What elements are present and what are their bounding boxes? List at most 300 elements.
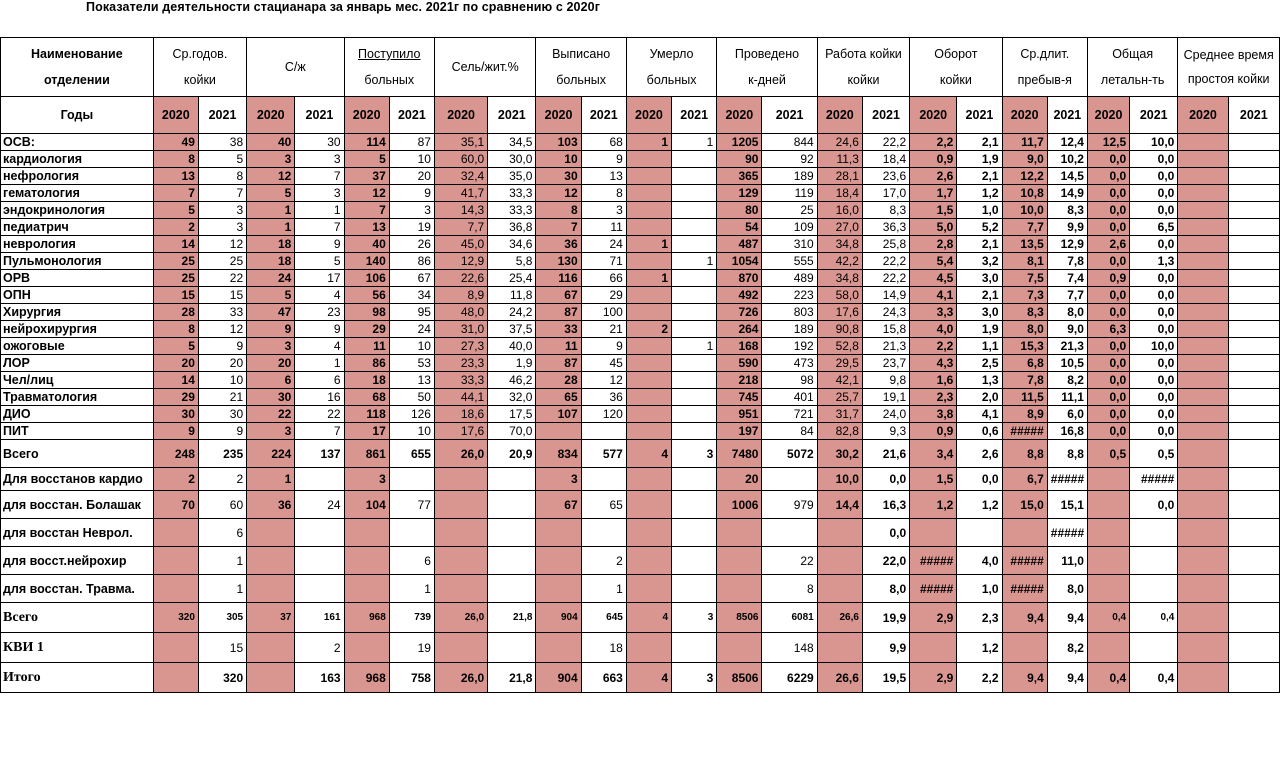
header-name: Наименование отделении [1, 38, 154, 97]
table-cell: 904 [536, 603, 581, 633]
table-cell [344, 519, 389, 547]
table-cell: 1006 [717, 491, 762, 519]
table-cell: 13,5 [1002, 236, 1047, 253]
table-cell [910, 633, 957, 663]
table-cell [488, 519, 536, 547]
table-cell: 1,5 [910, 202, 957, 219]
table-cell: 2 [626, 321, 671, 338]
table-cell: 29 [344, 321, 389, 338]
table-cell [672, 219, 717, 236]
table-cell [672, 389, 717, 406]
table-cell: 11,3 [817, 151, 862, 168]
table-cell: 9 [247, 321, 295, 338]
table-cell: 555 [762, 253, 817, 270]
table-cell [626, 389, 671, 406]
table-cell: 21,3 [1047, 338, 1087, 355]
table-cell [153, 519, 198, 547]
table-cell: 7 [295, 219, 344, 236]
table-cell: 12,2 [1002, 168, 1047, 185]
table-cell: 5 [295, 253, 344, 270]
table-cell: 33,3 [434, 372, 487, 389]
table-cell [247, 663, 295, 693]
row-label: нейрохирургия [1, 321, 154, 338]
table-cell: 0,0 [1087, 253, 1129, 270]
table-cell: 2 [198, 468, 246, 491]
table-cell: 365 [717, 168, 762, 185]
table-cell: 33,3 [488, 202, 536, 219]
table-cell: 0,0 [1087, 423, 1129, 440]
table-cell: 119 [762, 185, 817, 202]
table-cell: 8,9 [434, 287, 487, 304]
table-cell [672, 202, 717, 219]
table-cell: 218 [717, 372, 762, 389]
table-cell [1178, 406, 1228, 423]
table-cell: 25,7 [817, 389, 862, 406]
table-cell: 0,4 [1130, 663, 1178, 693]
row-label: ОСВ: [1, 134, 154, 151]
table-cell: 86 [389, 253, 434, 270]
table-cell: 12 [536, 185, 581, 202]
table-row [1, 355, 1280, 372]
table-cell: 25 [762, 202, 817, 219]
table-cell: 0,0 [1087, 389, 1129, 406]
table-cell: 3,8 [910, 406, 957, 423]
table-cell: 7 [295, 423, 344, 440]
table-cell [1228, 202, 1279, 219]
table-cell [295, 547, 344, 575]
table-cell: 8 [198, 168, 246, 185]
table-cell [626, 575, 671, 603]
table-cell: 9,4 [1047, 603, 1087, 633]
table-cell [626, 468, 671, 491]
table-cell: 21,6 [862, 440, 909, 468]
table-cell [626, 491, 671, 519]
table-cell [1228, 185, 1279, 202]
table-cell: 7 [295, 168, 344, 185]
table-cell: 18 [344, 372, 389, 389]
table-cell: 13 [389, 372, 434, 389]
table-cell: 310 [762, 236, 817, 253]
table-cell [1178, 321, 1228, 338]
table-cell: 0,0 [1130, 270, 1178, 287]
header-bed-days: Проведено к-дней [717, 38, 817, 97]
table-cell: 0,0 [1087, 287, 1129, 304]
year-header-2020: 2020 [1178, 97, 1228, 134]
table-cell: 148 [762, 633, 817, 663]
table-cell: 0,0 [1087, 151, 1129, 168]
table-cell: 33 [536, 321, 581, 338]
table-cell [1178, 633, 1228, 663]
table-row [1, 304, 1280, 321]
table-cell: 13 [153, 168, 198, 185]
row-label: ОРВ [1, 270, 154, 287]
table-cell: 20 [153, 355, 198, 372]
table-cell: 224 [247, 440, 295, 468]
header-rural: Сель/жит.% [434, 38, 535, 97]
header-admitted: Поступило больных [344, 38, 434, 97]
table-cell: 11 [344, 338, 389, 355]
year-header-2020: 2020 [910, 97, 957, 134]
table-cell: 11,1 [1047, 389, 1087, 406]
table-cell: 82,8 [817, 423, 862, 440]
table-cell: 32,4 [434, 168, 487, 185]
table-cell: 12 [344, 185, 389, 202]
table-cell [1178, 603, 1228, 633]
table-cell [536, 547, 581, 575]
table-cell: 45 [581, 355, 626, 372]
table-cell: 8 [153, 151, 198, 168]
table-cell: 34 [389, 287, 434, 304]
table-cell [434, 547, 487, 575]
table-cell: 163 [295, 663, 344, 693]
table-row [1, 270, 1280, 287]
table-cell: 24,3 [862, 304, 909, 321]
table-cell: 2,6 [1087, 236, 1129, 253]
table-cell [1130, 633, 1178, 663]
table-cell: 36 [247, 491, 295, 519]
table-cell: 7,8 [1047, 253, 1087, 270]
grand-total-row [1, 603, 1280, 633]
table-cell [536, 633, 581, 663]
table-cell: 161 [295, 603, 344, 633]
table-cell: 3,4 [910, 440, 957, 468]
table-cell: 11,7 [1002, 134, 1047, 151]
table-cell: 6 [389, 547, 434, 575]
table-cell [344, 633, 389, 663]
table-cell [344, 547, 389, 575]
table-cell: 0,0 [862, 519, 909, 547]
table-cell: 0,9 [1087, 270, 1129, 287]
table-cell: 9 [389, 185, 434, 202]
table-row [1, 519, 1280, 547]
table-cell: 30 [536, 168, 581, 185]
table-cell: 0,0 [1087, 304, 1129, 321]
table-cell: 2,5 [957, 355, 1002, 372]
table-cell: 9 [295, 321, 344, 338]
header-row [1, 38, 1280, 97]
table-cell: 19 [389, 633, 434, 663]
table-cell: 487 [717, 236, 762, 253]
table-cell [1130, 575, 1178, 603]
table-cell [1178, 338, 1228, 355]
table-cell: 9,0 [1047, 321, 1087, 338]
table-cell: 8 [762, 575, 817, 603]
table-cell: 2 [295, 633, 344, 663]
table-cell: 33,3 [488, 185, 536, 202]
row-label: Всего [1, 603, 154, 633]
table-cell: 2,2 [910, 338, 957, 355]
table-cell: 70 [153, 491, 198, 519]
table-cell [1228, 389, 1279, 406]
table-cell: 1 [247, 219, 295, 236]
table-cell: 47 [247, 304, 295, 321]
table-cell: 7,5 [1002, 270, 1047, 287]
table-cell: 5,2 [957, 219, 1002, 236]
table-cell [717, 547, 762, 575]
table-cell [247, 633, 295, 663]
table-cell: 15,1 [1047, 491, 1087, 519]
table-row [1, 338, 1280, 355]
header-died: Умерло больных [626, 38, 716, 97]
table-cell: 98 [762, 372, 817, 389]
year-header-2020: 2020 [536, 97, 581, 134]
table-cell [672, 236, 717, 253]
table-cell: 65 [581, 491, 626, 519]
table-cell: 3 [247, 423, 295, 440]
table-cell: 739 [389, 603, 434, 633]
table-cell: 3 [295, 151, 344, 168]
table-cell: 23,3 [434, 355, 487, 372]
table-cell: 8,8 [1047, 440, 1087, 468]
table-cell: 22 [198, 270, 246, 287]
table-cell [1087, 547, 1129, 575]
table-cell: 18 [581, 633, 626, 663]
table-cell: 17,0 [862, 185, 909, 202]
table-cell: 803 [762, 304, 817, 321]
table-cell: 22,2 [862, 270, 909, 287]
table-cell: 24 [247, 270, 295, 287]
table-cell [672, 575, 717, 603]
table-cell: 68 [344, 389, 389, 406]
table-cell: 4,3 [910, 355, 957, 372]
table-cell: 721 [762, 406, 817, 423]
table-cell [536, 575, 581, 603]
header-mortality: Общая летальн-ть [1087, 38, 1177, 97]
table-cell: 305 [198, 603, 246, 633]
table-cell: 5 [153, 202, 198, 219]
row-label: для восстан Неврол. [1, 519, 154, 547]
table-cell: 7,4 [1047, 270, 1087, 287]
table-cell: 5 [247, 185, 295, 202]
table-cell: 120 [581, 406, 626, 423]
table-cell: 10,0 [817, 468, 862, 491]
table-cell [1178, 304, 1228, 321]
row-label: гематология [1, 185, 154, 202]
table-cell: 870 [717, 270, 762, 287]
table-cell [1087, 633, 1129, 663]
table-cell [626, 151, 671, 168]
table-cell: 1 [247, 202, 295, 219]
table-cell: 19 [389, 219, 434, 236]
table-cell: 3,2 [957, 253, 1002, 270]
header-sz: С/ж [247, 38, 344, 97]
table-cell: 129 [717, 185, 762, 202]
table-cell: 114 [344, 134, 389, 151]
row-label: ПИТ [1, 423, 154, 440]
table-cell [389, 468, 434, 491]
table-cell: 25 [153, 270, 198, 287]
kvi-row [1, 633, 1280, 663]
table-cell: 16,0 [817, 202, 862, 219]
table-cell: 11 [536, 338, 581, 355]
table-row [1, 253, 1280, 270]
table-cell: 6 [247, 372, 295, 389]
table-cell: 3 [581, 202, 626, 219]
table-cell: 6,3 [1087, 321, 1129, 338]
table-cell: 87 [536, 355, 581, 372]
table-cell: 4,5 [910, 270, 957, 287]
table-cell: 2,1 [957, 236, 1002, 253]
table-cell [1130, 519, 1178, 547]
table-cell: 3,0 [957, 270, 1002, 287]
table-cell [672, 168, 717, 185]
table-cell: 0,0 [1130, 423, 1178, 440]
table-cell: 1 [672, 134, 717, 151]
table-cell: 87 [389, 134, 434, 151]
table-cell: 1 [295, 202, 344, 219]
table-cell: 1205 [717, 134, 762, 151]
table-cell: 12,4 [1047, 134, 1087, 151]
row-label: ожоговые [1, 338, 154, 355]
table-cell: 5 [247, 287, 295, 304]
table-cell [1228, 287, 1279, 304]
table-cell: 25,8 [862, 236, 909, 253]
row-label: неврология [1, 236, 154, 253]
table-cell: 34,5 [488, 134, 536, 151]
table-cell: 21,8 [488, 603, 536, 633]
table-cell [672, 270, 717, 287]
table-cell: 7 [153, 185, 198, 202]
table-cell: 8,0 [1002, 321, 1047, 338]
table-cell: 2,3 [957, 603, 1002, 633]
table-cell: 20 [389, 168, 434, 185]
table-cell: 8,2 [1047, 633, 1087, 663]
table-cell: 12 [581, 372, 626, 389]
table-cell [1178, 423, 1228, 440]
table-cell: 0,0 [1087, 219, 1129, 236]
header-discharged: Выписано больных [536, 38, 626, 97]
year-header-2021: 2021 [488, 97, 536, 134]
table-cell: 10,0 [1002, 202, 1047, 219]
table-cell: 7,7 [434, 219, 487, 236]
header-turnover: Оборот койки [910, 38, 1002, 97]
table-cell: 320 [153, 603, 198, 633]
table-cell [1178, 185, 1228, 202]
table-cell: 1 [626, 134, 671, 151]
year-header-2021: 2021 [389, 97, 434, 134]
table-cell [1228, 355, 1279, 372]
table-cell [434, 575, 487, 603]
table-cell: 745 [717, 389, 762, 406]
year-header-2021: 2021 [1228, 97, 1279, 134]
table-cell: 68 [581, 134, 626, 151]
header-bed-work: Работа койки койки [817, 38, 909, 97]
table-cell: 22,6 [434, 270, 487, 287]
table-cell: 22 [247, 406, 295, 423]
table-cell: 29,5 [817, 355, 862, 372]
table-cell: 0,0 [1130, 304, 1178, 321]
table-cell: 14,5 [1047, 168, 1087, 185]
year-header-2021: 2021 [862, 97, 909, 134]
table-cell [153, 663, 198, 693]
table-cell [626, 406, 671, 423]
table-cell [153, 547, 198, 575]
table-cell [672, 321, 717, 338]
table-cell: 19,9 [862, 603, 909, 633]
table-cell: 18 [247, 253, 295, 270]
table-cell: 6,8 [1002, 355, 1047, 372]
table-cell [153, 575, 198, 603]
table-cell [488, 491, 536, 519]
table-cell [536, 423, 581, 440]
table-cell: 67 [389, 270, 434, 287]
table-cell: 20 [717, 468, 762, 491]
table-cell: 37 [344, 168, 389, 185]
table-cell: 65 [536, 389, 581, 406]
table-cell: 0,0 [1130, 151, 1178, 168]
table-cell [672, 519, 717, 547]
table-cell: 7,8 [1002, 372, 1047, 389]
table-cell [817, 547, 862, 575]
table-cell: 10,5 [1047, 355, 1087, 372]
table-row [1, 547, 1280, 575]
row-label: педиатрич [1, 219, 154, 236]
table-cell [717, 633, 762, 663]
table-cell [488, 547, 536, 575]
table-cell: 90 [717, 151, 762, 168]
table-cell [672, 185, 717, 202]
table-cell: 40 [344, 236, 389, 253]
table-cell: 90,8 [817, 321, 862, 338]
table-cell: 21 [581, 321, 626, 338]
table-cell: 9 [198, 338, 246, 355]
table-cell [1228, 603, 1279, 633]
table-cell [672, 372, 717, 389]
table-cell [626, 372, 671, 389]
table-cell: 46,2 [488, 372, 536, 389]
table-cell: 12 [198, 236, 246, 253]
table-cell: 1 [626, 236, 671, 253]
table-cell [1178, 236, 1228, 253]
year-header-2021: 2021 [581, 97, 626, 134]
table-cell: 1,2 [957, 633, 1002, 663]
table-cell [1228, 372, 1279, 389]
table-cell: 11,8 [488, 287, 536, 304]
table-cell: 32,0 [488, 389, 536, 406]
table-cell: 10,0 [1130, 338, 1178, 355]
table-cell: 1,0 [957, 575, 1002, 603]
table-cell [1178, 287, 1228, 304]
table-cell: 9,4 [1002, 663, 1047, 693]
table-cell [1228, 663, 1279, 693]
table-cell [1228, 423, 1279, 440]
table-cell: 12,5 [1087, 134, 1129, 151]
table-cell: 107 [536, 406, 581, 423]
table-cell: 30 [295, 134, 344, 151]
table-cell: 24,2 [488, 304, 536, 321]
table-cell: 2,1 [957, 287, 1002, 304]
table-cell: 8,9 [1002, 406, 1047, 423]
total-row [1, 440, 1280, 468]
table-cell: 29 [153, 389, 198, 406]
table-cell: 66 [581, 270, 626, 287]
year-header-2021: 2021 [672, 97, 717, 134]
table-cell: 5072 [762, 440, 817, 468]
table-cell: 3 [247, 151, 295, 168]
table-cell: 0,0 [1087, 372, 1129, 389]
table-cell [957, 519, 1002, 547]
table-cell [1178, 202, 1228, 219]
years-label: Годы [1, 97, 154, 134]
table-cell: 35,1 [434, 134, 487, 151]
table-cell [1087, 491, 1129, 519]
table-cell: 168 [717, 338, 762, 355]
table-cell: 0,0 [1087, 406, 1129, 423]
table-cell [1087, 468, 1129, 491]
table-cell: 492 [717, 287, 762, 304]
table-cell: 0,0 [1087, 202, 1129, 219]
table-cell: 103 [536, 134, 581, 151]
